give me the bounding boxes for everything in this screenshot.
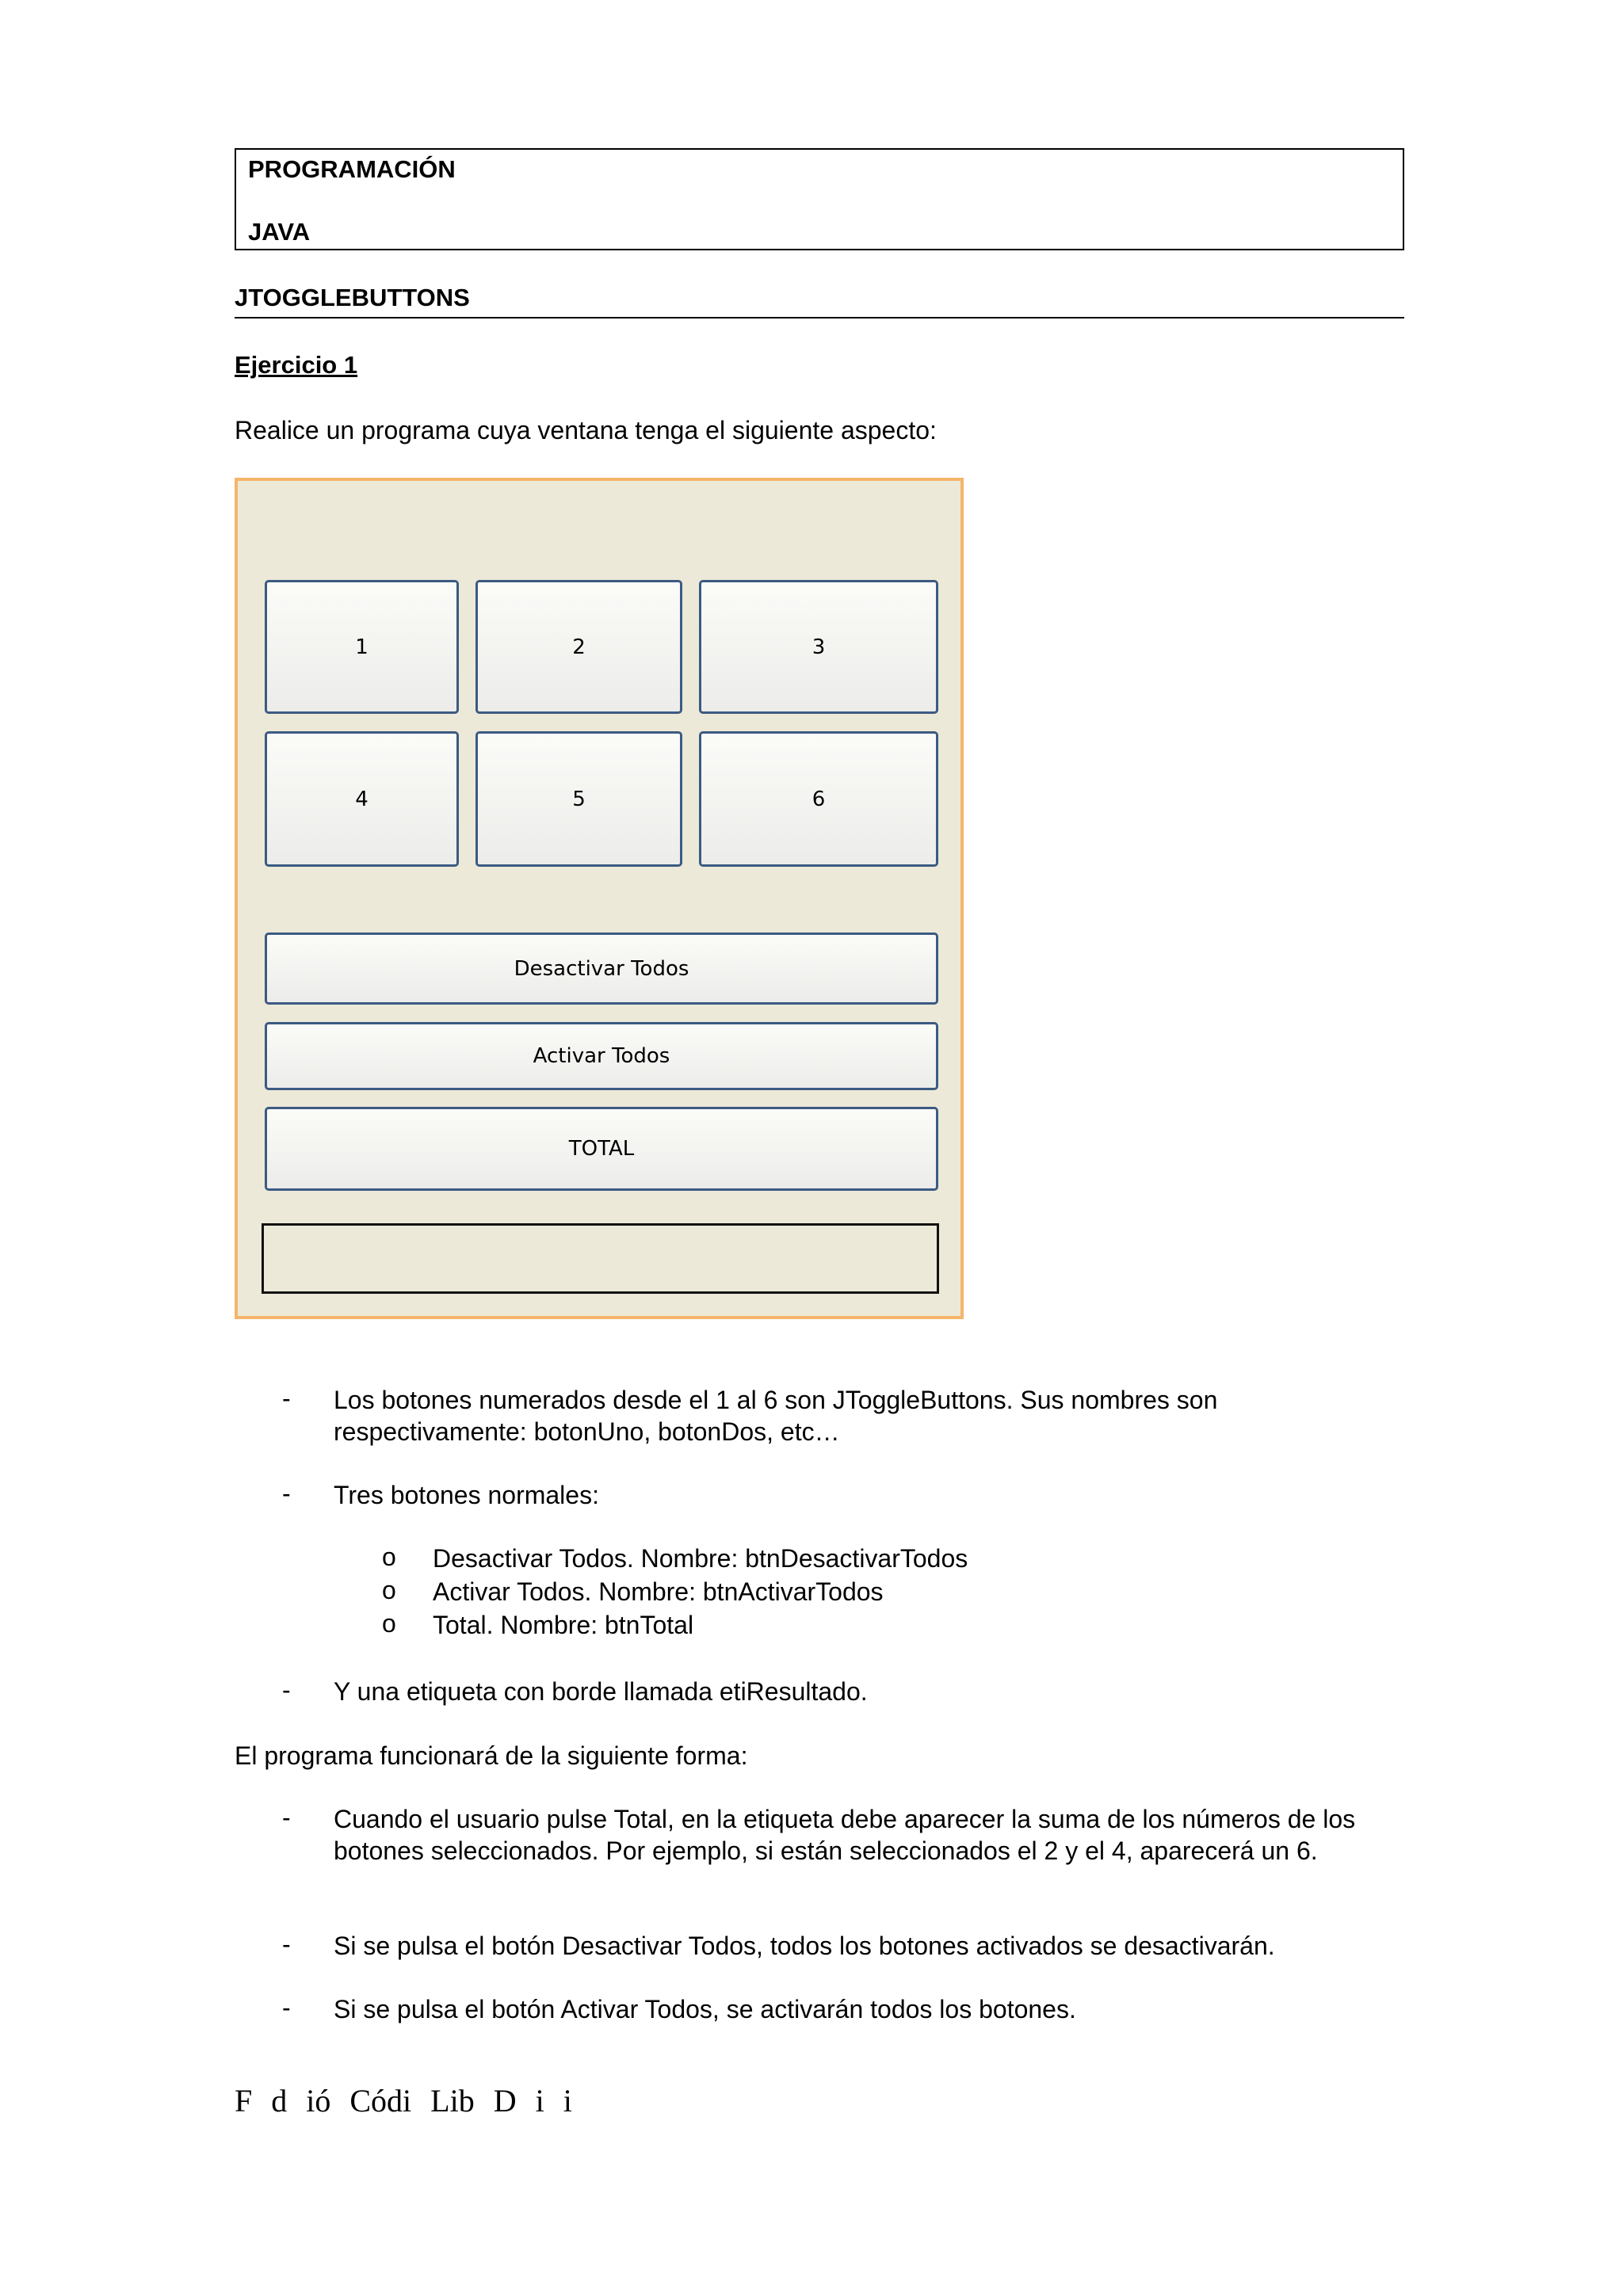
section-divider <box>235 317 1404 318</box>
toggle-button-2[interactable]: 2 <box>475 580 682 714</box>
sub-list-item: Desactivar Todos. Nombre: btnDesactivarTodos <box>433 1544 968 1573</box>
list-dash: - <box>282 1803 291 1832</box>
toggle-button-6[interactable]: 6 <box>699 731 938 867</box>
list-dash: - <box>282 1676 291 1704</box>
toggle-button-5[interactable]: 5 <box>475 731 682 867</box>
list-item: Si se pulsa el botón Activar Todos, se activarán todos los botones. <box>334 1995 1076 2023</box>
behavior-intro: El programa funcionará de la siguiente forma: <box>235 1741 748 1770</box>
page-footer: F d ió Códi Lib D i i <box>235 2083 572 2119</box>
sub-bullet: o <box>382 1576 396 1604</box>
toggle-button-3[interactable]: 3 <box>699 580 938 714</box>
intro-text: Realice un programa cuya ventana tenga el siguiente aspecto: <box>235 416 937 444</box>
sub-bullet: o <box>382 1543 396 1571</box>
deactivate-all-button[interactable]: Desactivar Todos <box>265 933 938 1005</box>
sub-list-item: Activar Todos. Nombre: btnActivarTodos <box>433 1577 884 1606</box>
result-label <box>262 1223 939 1294</box>
header-title: PROGRAMACIÓN <box>248 155 456 183</box>
list-item: Tres botones normales: <box>334 1481 599 1509</box>
list-item: Cuando el usuario pulse Total, en la etiqueta debe aparecer la suma de los números de los botones seleccionados. Por ejemplo, si están seleccionados el 2 y el 4, aparecerá un 6. <box>334 1805 1356 1865</box>
toggle-button-1[interactable]: 1 <box>265 580 459 714</box>
example-window <box>235 478 964 1319</box>
sub-bullet: o <box>382 1609 396 1638</box>
header-subtitle: JAVA <box>248 218 311 246</box>
exercise-title: Ejercicio 1 <box>235 351 358 379</box>
section-title: JTOGGLEBUTTONS <box>235 284 470 311</box>
document-header-box <box>235 148 1404 250</box>
list-dash: - <box>282 1930 291 1958</box>
sub-list-item: Total. Nombre: btnTotal <box>433 1611 694 1639</box>
list-item: Los botones numerados desde el 1 al 6 son JToggleButtons. Sus nombres son respectivamente: botonUno, botonDos, etc… <box>334 1386 1218 1446</box>
list-dash: - <box>282 1993 291 2022</box>
total-button[interactable]: TOTAL <box>265 1107 938 1191</box>
list-dash: - <box>282 1384 291 1413</box>
activate-all-button[interactable]: Activar Todos <box>265 1022 938 1090</box>
list-dash: - <box>282 1479 291 1508</box>
list-item: Y una etiqueta con borde llamada etiResultado. <box>334 1677 868 1706</box>
toggle-button-4[interactable]: 4 <box>265 731 459 867</box>
list-item: Si se pulsa el botón Desactivar Todos, todos los botones activados se desactivarán. <box>334 1932 1275 1960</box>
